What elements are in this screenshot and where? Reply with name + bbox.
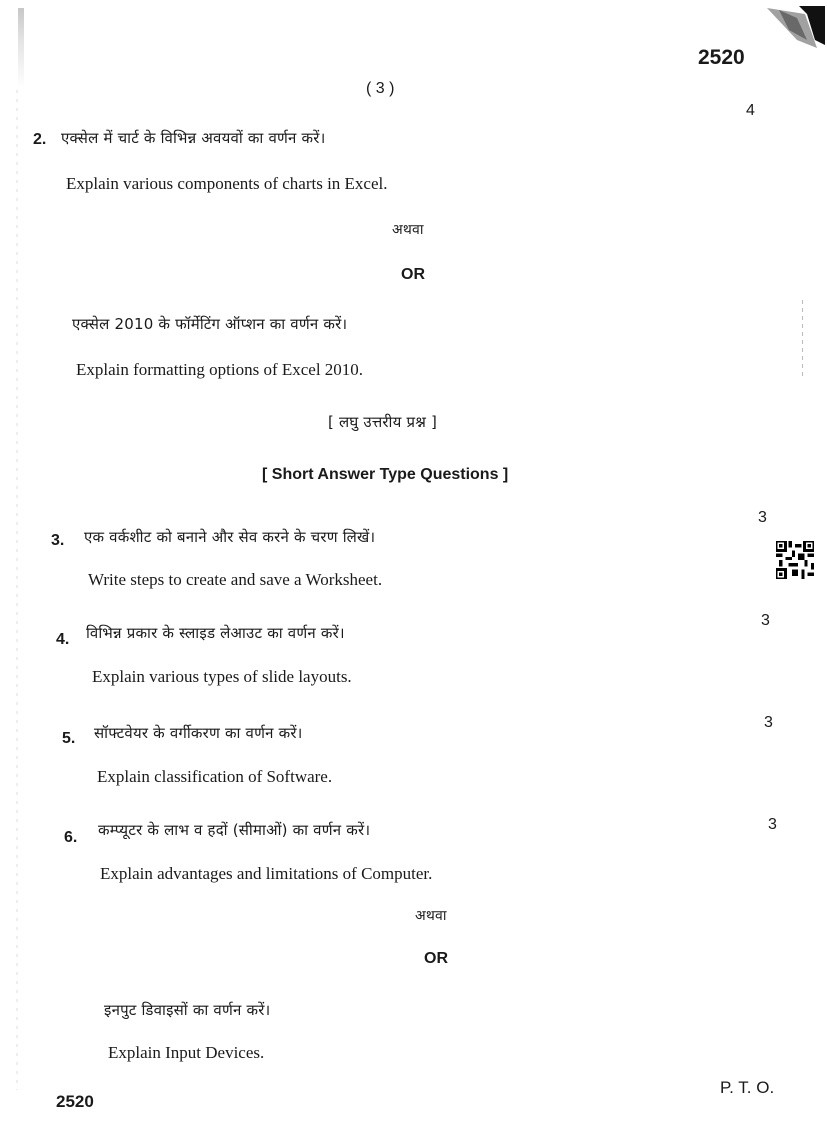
question-6-hindi: कम्प्यूटर के लाभ व हदों (सीमाओं) का वर्णन करें।: [98, 821, 371, 839]
question-2-hindi: एक्सेल में चार्ट के विभिन्न अवयवों का वर्णन करें।: [61, 129, 326, 147]
question-3-hindi: एक वर्कशीट को बनाने और सेव करने के चरण लिखें।: [84, 528, 376, 546]
paper-code-footer: 2520: [56, 1092, 94, 1111]
question-2-alt-hindi: एक्सेल 2010 के फॉर्मेटिंग ऑप्शन का वर्णन करें।: [72, 315, 348, 333]
scan-artifact-left: [18, 8, 24, 88]
question-6-english: Explain advantages and limitations of Computer.: [100, 864, 433, 883]
question-3-english: Write steps to create and save a Worksheet.: [88, 570, 383, 589]
question-number-5: 5.: [62, 730, 76, 747]
marks-q3: 3: [758, 509, 767, 526]
question-4-english: Explain various types of slide layouts.: [92, 667, 352, 686]
question-number-2: 2.: [33, 131, 47, 148]
folded-corner-icon: [757, 0, 827, 55]
question-number-6: 6.: [64, 829, 78, 846]
section-heading-hindi: [ लघु उत्तरीय प्रश्न ]: [328, 413, 438, 431]
paper-code-header: 2520: [698, 46, 745, 69]
question-5-english: Explain classification of Software.: [97, 767, 333, 786]
question-2-english: Explain various components of charts in Excel.: [66, 174, 388, 193]
question-4-hindi: विभिन्न प्रकार के स्लाइड लेआउट का वर्णन करें।: [86, 624, 345, 642]
qr-code-icon: [776, 541, 814, 579]
scan-artifact-left-edge: [16, 90, 18, 1090]
question-number-4: 4.: [56, 631, 70, 648]
or-hindi-2: अथवा: [415, 908, 447, 924]
marks-q6: 3: [768, 816, 777, 833]
question-2-alt-english: Explain formatting options of Excel 2010.: [76, 360, 364, 379]
marks-q2: 4: [746, 102, 755, 119]
question-6-alt-hindi: इनपुट डिवाइसों का वर्णन करें।: [104, 1001, 271, 1019]
pto-label: P. T. O.: [720, 1078, 775, 1097]
scan-artifact-right: [802, 300, 803, 380]
or-english-1: OR: [401, 266, 425, 283]
marks-q5: 3: [764, 714, 773, 731]
question-number-3: 3.: [51, 532, 65, 549]
section-heading-english: [ Short Answer Type Questions ]: [262, 466, 509, 483]
question-5-hindi: सॉफ्टवेयर के वर्गीकरण का वर्णन करें।: [94, 724, 303, 742]
or-english-2: OR: [424, 950, 448, 967]
page-number: ( 3 ): [366, 80, 395, 97]
or-hindi-1: अथवा: [392, 222, 424, 238]
question-6-alt-english: Explain Input Devices.: [108, 1043, 265, 1062]
marks-q4: 3: [761, 612, 770, 629]
